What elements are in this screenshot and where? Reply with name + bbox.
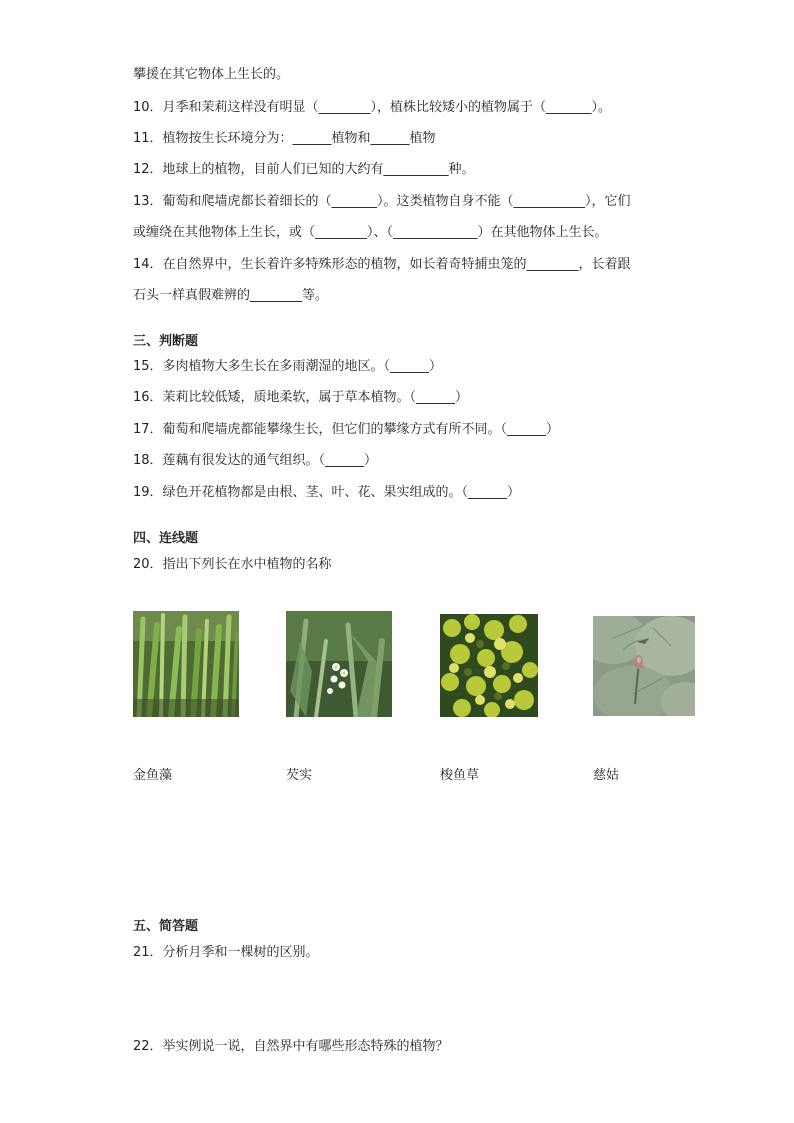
q9-tail: 攀援在其它物体上生长的。 (133, 67, 290, 82)
question-14-line-2: 石头一样真假难辨的________等。 (133, 288, 329, 303)
question-12: 12．地球上的植物，目前人们已知的大约有__________种。 (133, 162, 475, 177)
question-13-line-1: 13．葡萄和爬墙虎都长着细长的（_______）。这类植物自身不能（___________），它们 (133, 194, 631, 209)
question-15: 15．多肉植物大多生长在多雨潮湿的地区。（______） (133, 359, 443, 374)
question-22: 22．举实例说一说，自然界中有哪些形态特殊的植物？ (133, 1039, 449, 1054)
question-16: 16．茉莉比较低矮，质地柔软，属于草本植物。（______） (133, 390, 469, 405)
section-4-title: 四、连线题 (133, 531, 199, 546)
plant-photo-2 (286, 611, 392, 717)
question-21: 21．分析月季和一棵树的区别。 (133, 945, 319, 960)
plant-photo-3 (440, 614, 538, 717)
question-19: 19．绿色开花植物都是由根、茎、叶、花、果实组成的。（______） (133, 485, 521, 500)
plant-photo-1 (133, 611, 239, 717)
section-3-title: 三、判断题 (133, 334, 199, 349)
question-18: 18．莲藕有很发达的通气组织。（______） (133, 453, 378, 468)
caption-arrowhead: 慈姑 (593, 768, 620, 783)
plant-photo-4 (593, 616, 695, 716)
question-17: 17．葡萄和爬墙虎都能攀缘生长，但它们的攀缘方式有所不同。（______） (133, 422, 560, 437)
caption-goldfish-weed: 金鱼藻 (133, 768, 173, 783)
question-14-line-1: 14．在自然界中，生长着许多特殊形态的植物，如长着奇特捕虫笼的________，长着跟 (133, 257, 631, 272)
caption-fox-nut: 芡实 (286, 768, 313, 783)
question-10: 10．月季和茉莉这样没有明显（________），植株比较矮小的植物属于（_______）。 (133, 100, 612, 115)
question-11: 11．植物按生长环境分为：______植物和______植物 (133, 131, 436, 146)
question-20: 20．指出下列长在水中植物的名称 (133, 557, 332, 572)
caption-pickerelweed: 梭鱼草 (440, 768, 480, 783)
section-5-title: 五、简答题 (133, 919, 199, 934)
question-13-line-2: 或缠绕在其他物体上生长，或（________）、（_____________）在其他物体上生长。 (133, 225, 608, 240)
